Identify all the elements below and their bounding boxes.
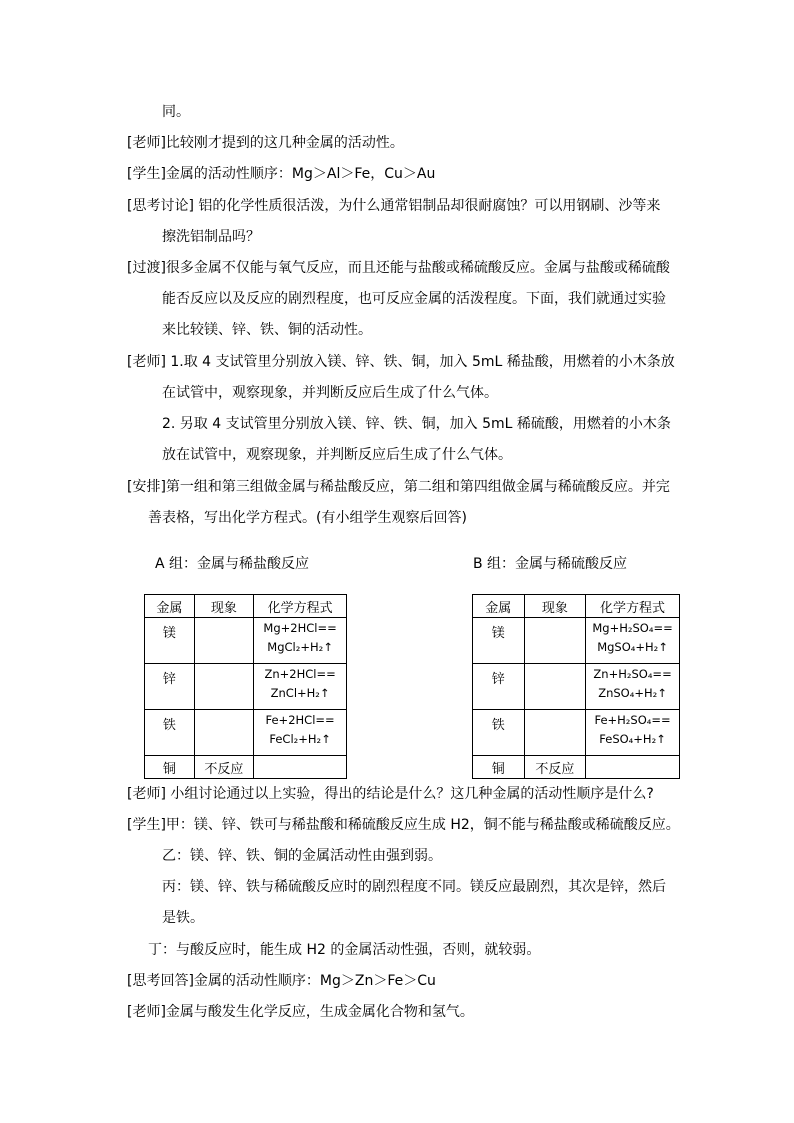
column-header: 金属 [473, 595, 525, 618]
table-row [473, 664, 680, 710]
equation-cell [586, 756, 680, 779]
column-header: 化学方程式 [254, 595, 347, 618]
equation-line: Mg+2HCl== [263, 621, 337, 635]
table-row [145, 664, 347, 710]
equation-line: Fe+H₂SO₄== [594, 713, 671, 727]
table-row [145, 618, 347, 664]
phenomenon-cell [194, 618, 254, 664]
equation-line: MgCl₂+H₂↑ [267, 640, 333, 654]
column-header: 化学方程式 [586, 595, 680, 618]
table-row [473, 756, 680, 779]
text-line: 在试管中，观察现象，并判断反应后生成了什么气体。 [162, 385, 498, 401]
text-line: 丁：与酸反应时，能生成 H2 的金属活动性强，否则，就较弱。 [148, 942, 541, 958]
phenomenon-cell: 不反应 [524, 756, 586, 779]
table-b [472, 594, 680, 779]
equation-line: ZnSO₄+H₂↑ [598, 686, 667, 700]
equation-cell [254, 618, 347, 664]
equation-line: ZnCl+H₂↑ [270, 686, 330, 700]
text-line: [过渡]很多金属不仅能与氧气反应，而且还能与盐酸或稀硫酸反应。金属与盐酸或稀硫酸 [127, 260, 670, 276]
equation-cell [586, 618, 680, 664]
metal-cell: 铁 [145, 710, 195, 756]
text-line: [安排]第一组和第三组做金属与稀盐酸反应，第二组和第四组做金属与稀硫酸反应。并完 [127, 479, 670, 495]
column-header: 现象 [194, 595, 254, 618]
phenomenon-cell [524, 710, 586, 756]
phenomenon-cell [194, 664, 254, 710]
text-line: [学生]甲：镁、锌、铁可与稀盐酸和稀硫酸反应生成 H2，铜不能与稀盐酸或稀硫酸反应。 [127, 817, 680, 833]
equation-line: FeSO₄+H₂↑ [599, 732, 666, 746]
equation-cell [586, 664, 680, 710]
equation-line: Zn+2HCl== [264, 667, 336, 681]
table-row [473, 618, 680, 664]
text-line: [思考回答]金属的活动性顺序：Mg＞Zn＞Fe＞Cu [127, 973, 436, 989]
table-header-row [473, 595, 680, 618]
text-line: [思考讨论] 铝的化学性质很活泼，为什么通常铝制品却很耐腐蚀？可以用钢刷、沙等来 [127, 198, 661, 214]
table-row [145, 710, 347, 756]
equation-line: Fe+2HCl== [265, 713, 335, 727]
equation-cell [254, 710, 347, 756]
equation-cell [586, 710, 680, 756]
metal-cell: 铁 [473, 710, 525, 756]
table-a [144, 594, 347, 779]
text-line: [老师]比较刚才提到的这几种金属的活动性。 [127, 135, 404, 151]
text-line: 2. 另取 4 支试管里分别放入镁、锌、铁、铜，加入 5mL 稀硫酸，用燃着的小木条 [162, 416, 671, 432]
metal-cell: 铜 [145, 756, 195, 779]
table-a-caption: A 组：金属与稀盐酸反应 [155, 556, 310, 572]
equation-line: MgSO₄+H₂↑ [597, 640, 668, 654]
text-line: 来比较镁、锌、铁、铜的活动性。 [162, 322, 372, 338]
metal-cell: 锌 [473, 664, 525, 710]
phenomenon-cell [524, 618, 586, 664]
text-line: 擦洗铝制品吗？ [162, 229, 260, 245]
metal-cell: 锌 [145, 664, 195, 710]
table-b-caption: B 组：金属与稀硫酸反应 [473, 556, 628, 572]
metal-cell: 镁 [145, 618, 195, 664]
table-row [145, 756, 347, 779]
column-header: 金属 [145, 595, 195, 618]
text-line: [学生]金属的活动性顺序：Mg＞Al＞Fe，Cu＞Au [127, 166, 436, 182]
text-line: 善表格，写出化学方程式。(有小组学生观察后回答) [148, 510, 467, 526]
text-line: [老师] 1.取 4 支试管里分别放入镁、锌、铁、铜，加入 5mL 稀盐酸，用燃着的小木条放 [127, 354, 675, 370]
table-header-row [145, 595, 347, 618]
text-line: 丙：镁、锌、铁与稀硫酸反应时的剧烈程度不同。镁反应最剧烈，其次是锌，然后 [162, 879, 666, 895]
text-line: 放在试管中，观察现象，并判断反应后生成了什么气体。 [162, 447, 512, 463]
equation-cell [254, 664, 347, 710]
text-line: [老师] 小组讨论通过以上实验，得出的结论是什么？这几种金属的活动性顺序是什么? [127, 786, 654, 802]
phenomenon-cell [194, 710, 254, 756]
phenomenon-cell: 不反应 [194, 756, 254, 779]
equation-line: FeCl₂+H₂↑ [269, 732, 331, 746]
text-line: 同。 [162, 104, 190, 120]
table-row [473, 710, 680, 756]
metal-cell: 镁 [473, 618, 525, 664]
phenomenon-cell [524, 664, 586, 710]
equation-cell [254, 756, 347, 779]
text-line: 能否反应以及反应的剧烈程度，也可反应金属的活泼程度。下面，我们就通过实验 [162, 291, 666, 307]
column-header: 现象 [524, 595, 586, 618]
equation-line: Zn+H₂SO₄== [593, 667, 672, 681]
equation-line: Mg+H₂SO₄== [592, 621, 673, 635]
text-line: 乙：镁、锌、铁、铜的金属活动性由强到弱。 [162, 848, 442, 864]
text-line: [老师]金属与酸发生化学反应，生成金属化合物和氢气。 [127, 1004, 474, 1020]
metal-cell: 铜 [473, 756, 525, 779]
text-line: 是铁。 [162, 910, 204, 926]
